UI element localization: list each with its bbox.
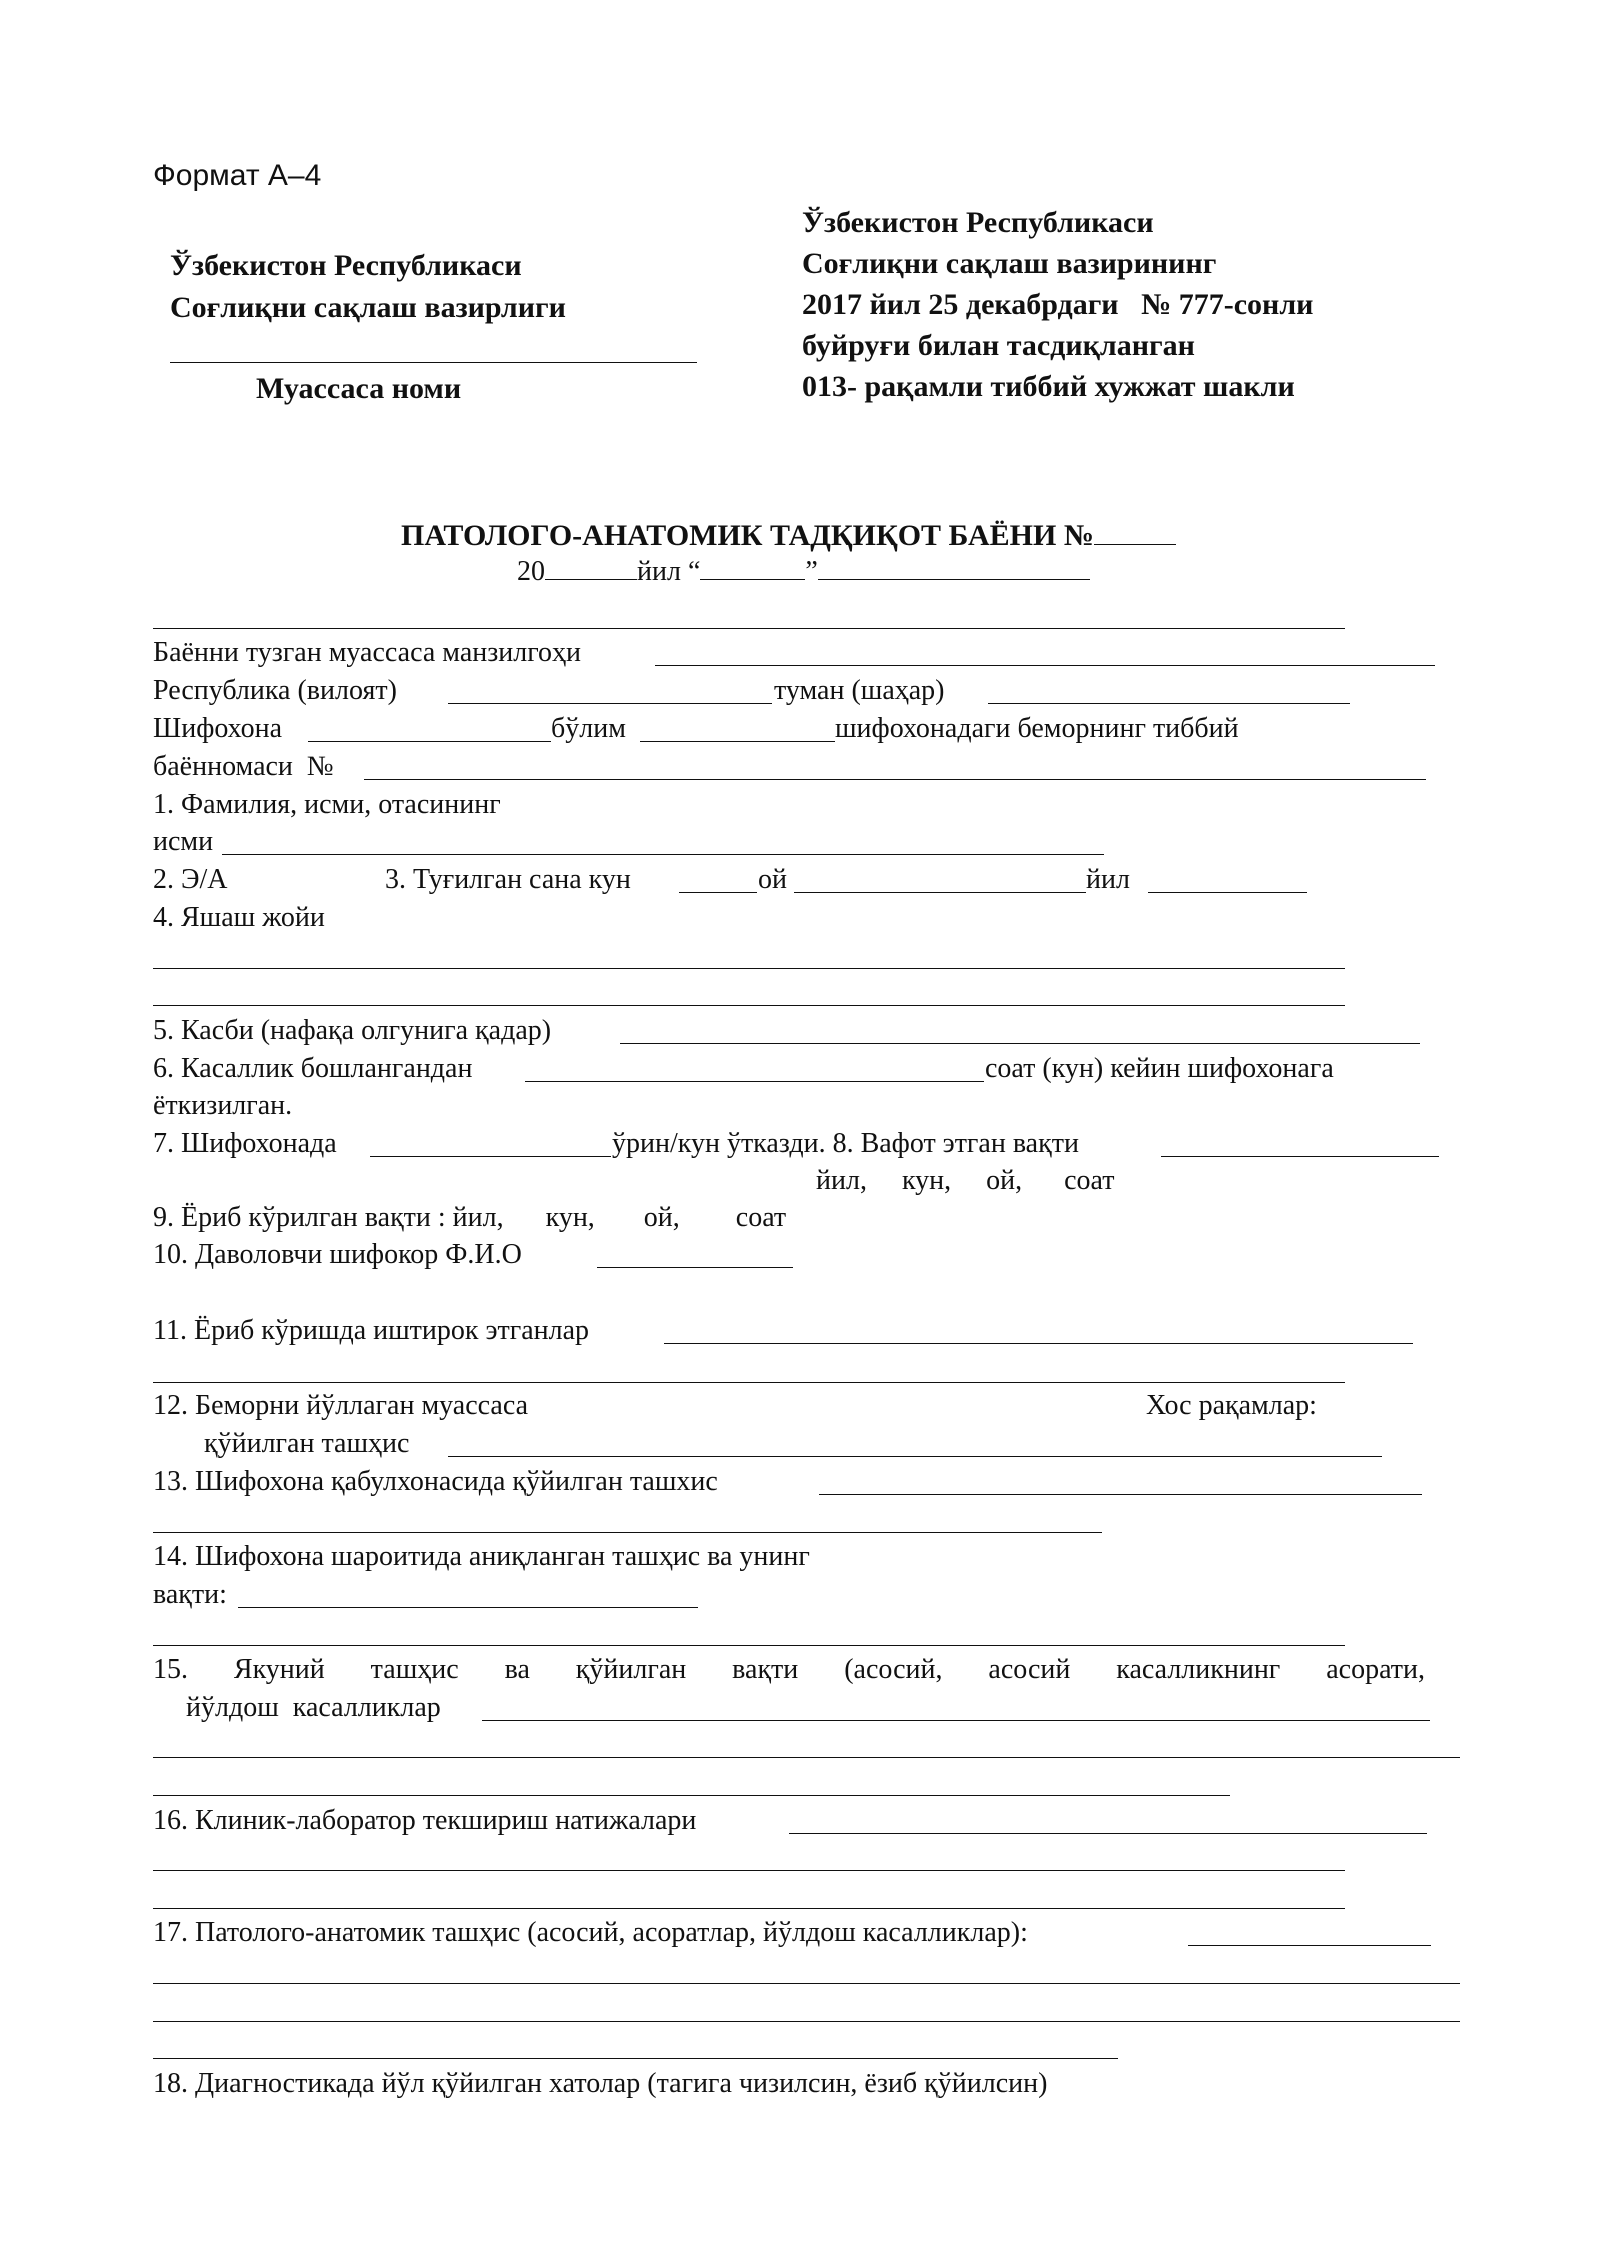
field13-label: 13. Шифохона қабулхонасида қўйилган ташхис <box>153 1466 718 1497</box>
admission-diagnosis-field[interactable] <box>819 1494 1422 1495</box>
right-header-line3: 2017 йил 25 декабрдаги № 777-сонли <box>802 288 1314 321</box>
participants-field-2[interactable] <box>153 1382 1345 1383</box>
date-prefix: 20 <box>517 556 545 588</box>
full-name-field[interactable] <box>222 854 1104 855</box>
pathology-diagnosis-field-4[interactable] <box>153 2058 1118 2059</box>
hospital-label: Шифохона <box>153 713 283 744</box>
hospital-diagnosis-field-2[interactable] <box>153 1645 1345 1646</box>
field6-label-b: соат (кун) кейин шифохонага <box>985 1053 1334 1084</box>
field8-hint: йил, кун, ой, соат <box>816 1165 1115 1196</box>
birth-month-field[interactable] <box>794 892 1086 893</box>
day-field[interactable] <box>700 555 805 580</box>
history-no-field[interactable] <box>364 779 1426 780</box>
right-header-line1: Ўзбекистон Республикаси <box>802 206 1154 239</box>
date-quote-close: ” <box>805 556 818 588</box>
history-no-label: баённомаси № <box>153 751 334 782</box>
final-diagnosis-field-3[interactable] <box>153 1795 1230 1796</box>
right-header-line2: Соғлиқни сақлаш вазирининг <box>802 247 1217 280</box>
republic-label: Республика (вилоят) <box>153 675 397 706</box>
field6-label: 6. Касаллик бошлангандан <box>153 1053 473 1084</box>
field7-label: 7. Шифохонада <box>153 1128 337 1159</box>
right-header-line5: 013- рақамли тиббий хужжат шакли <box>802 370 1295 403</box>
department-label: бўлим <box>551 713 626 744</box>
field8-label: ўрин/кун ўтказди. 8. Вафот этган вақти <box>612 1128 1079 1159</box>
field11-label: 11. Ёриб кўришда иштирок этганлар <box>153 1315 590 1346</box>
left-header-line2: Соғлиқни сақлаш вазирлиги <box>170 291 566 324</box>
bed-days-field[interactable] <box>370 1156 611 1157</box>
pathology-diagnosis-field-2[interactable] <box>153 1983 1460 1984</box>
field12-label: 12. Беморни йўллаган муассаса <box>153 1390 529 1421</box>
pathology-diagnosis-field[interactable] <box>1188 1945 1431 1946</box>
participants-field[interactable] <box>664 1343 1413 1344</box>
death-time-field[interactable] <box>1161 1156 1439 1157</box>
field6-label-c: ёткизилган. <box>153 1090 293 1121</box>
field9-label: 9. Ёриб кўрилган вақти : йил, кун, ой, соат <box>153 1202 787 1233</box>
district-field[interactable] <box>988 703 1350 704</box>
hospital-field[interactable] <box>308 741 551 742</box>
address-field[interactable] <box>655 665 1435 666</box>
final-diagnosis-field-2[interactable] <box>153 1757 1460 1758</box>
field16-label: 16. Клиник-лаборатор текшириш натижалари <box>153 1805 697 1836</box>
department-field[interactable] <box>640 741 835 742</box>
institution-name-line[interactable] <box>170 362 697 363</box>
document-title-text: ПАТОЛОГО-АНАТОМИК ТАДҚИҚОТ БАЁНИ № <box>401 518 1094 552</box>
field18-label: 18. Диагностикада йўл қўйилган хатолар (тагига чизилсин, ёзиб қўйилсин) <box>153 2068 1048 2099</box>
doctor-name-field[interactable] <box>597 1267 793 1268</box>
residence-field-1[interactable] <box>153 968 1345 969</box>
field5-label: 5. Касби (нафақа олгунига қадар) <box>153 1015 552 1046</box>
field2-label: 2. Э/А <box>153 864 228 895</box>
field14-label-b: вақти: <box>153 1579 227 1610</box>
admission-diagnosis-field-2[interactable] <box>153 1532 1102 1533</box>
district-label: туман (шаҳар) <box>774 675 945 706</box>
special-codes-label: Хос рақамлар: <box>1146 1390 1317 1421</box>
field15-label: 15. Якуний ташҳис ва қўйилган вақти (асосий, асосий касалликнинг асорати, <box>153 1654 1425 1685</box>
date-year-word: йил “ <box>637 556 701 588</box>
final-diagnosis-field[interactable] <box>482 1720 1430 1721</box>
field14-label: 14. Шифохона шароитида аниқланган ташҳис ва унинг <box>153 1541 810 1572</box>
month-field[interactable] <box>818 555 1090 580</box>
date-line <box>503 526 1090 587</box>
pathology-diagnosis-field-3[interactable] <box>153 2021 1460 2022</box>
document-number-field[interactable] <box>1094 520 1176 545</box>
field3-label: 3. Туғилган сана кун <box>385 864 631 895</box>
blank-line[interactable] <box>153 628 1345 629</box>
history-text: шифохонадаги беморнинг тиббий <box>835 713 1239 744</box>
lab-results-field[interactable] <box>789 1833 1427 1834</box>
address-label: Баённи тузган муассаса манзилгоҳи <box>153 637 582 668</box>
residence-field-2[interactable] <box>153 1005 1345 1006</box>
referral-diagnosis-field[interactable] <box>448 1456 1382 1457</box>
year-field[interactable] <box>545 555 637 580</box>
right-header-line4: буйруғи билан тасдиқланган <box>802 329 1195 362</box>
field10-label: 10. Даволовчи шифокор Ф.И.О <box>153 1239 522 1270</box>
institution-name-label: Муассаса номи <box>256 372 462 405</box>
lab-results-field-2[interactable] <box>153 1870 1345 1871</box>
field17-label: 17. Патолого-анатомик ташҳис (асосий, асоратлар, йўлдош касалликлар): <box>153 1917 1028 1948</box>
field12-label-b: қўйилган ташҳис <box>204 1428 410 1459</box>
format-label: Формат А–4 <box>153 159 322 192</box>
hours-field[interactable] <box>525 1081 984 1082</box>
republic-field[interactable] <box>448 703 772 704</box>
birth-day-field[interactable] <box>679 892 757 893</box>
birth-year-field[interactable] <box>1148 892 1307 893</box>
lab-results-field-3[interactable] <box>153 1908 1345 1909</box>
hospital-diagnosis-time-field[interactable] <box>238 1607 698 1608</box>
birth-month-label: ой <box>758 864 787 895</box>
left-header-line1: Ўзбекистон Республикаси <box>170 249 522 282</box>
field15-label-b: йўлдош касалликлар <box>186 1692 441 1723</box>
field4-label: 4. Яшаш жойи <box>153 902 325 933</box>
field1-label: 1. Фамилия, исми, отасининг <box>153 789 501 820</box>
field1-label-cont: исми <box>153 826 214 857</box>
birth-year-label: йил <box>1086 864 1130 895</box>
occupation-field[interactable] <box>620 1043 1420 1044</box>
